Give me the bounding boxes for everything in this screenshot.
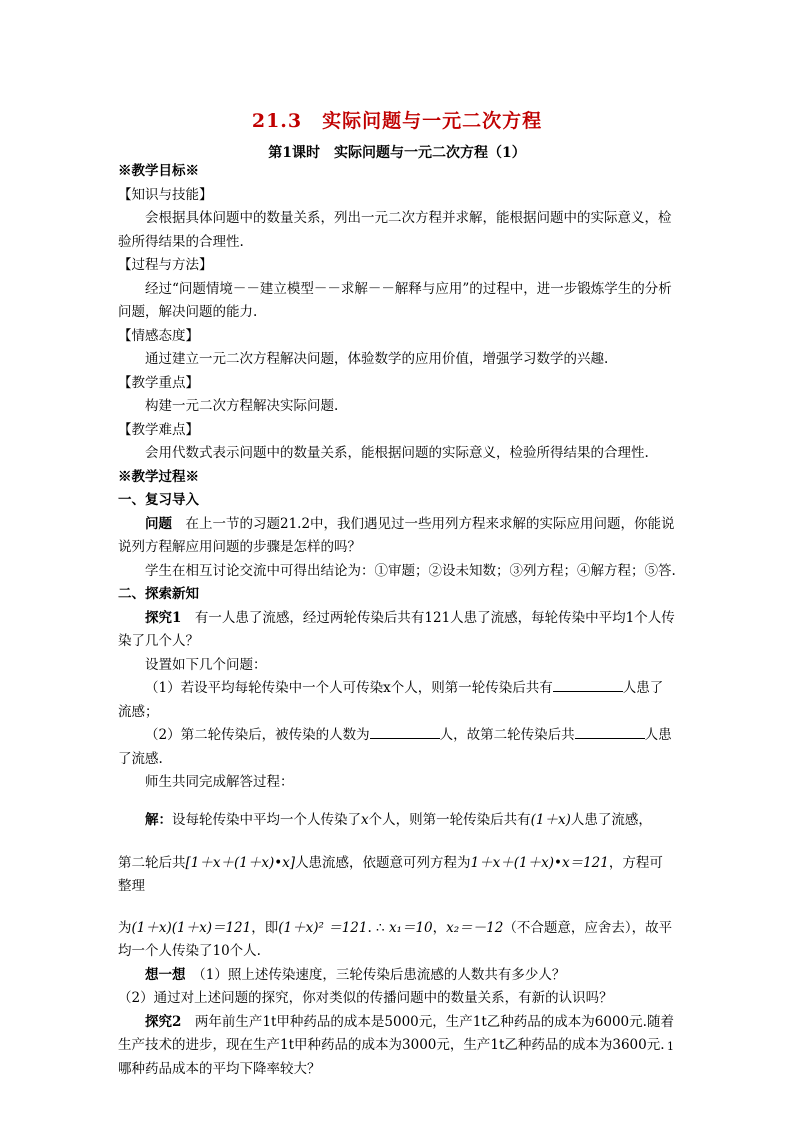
difficulty-text: 会用代数式表示问题中的数量关系，能根据问题的实际意义，检验所得结果的合理性.: [145, 445, 649, 461]
question-2: [118, 724, 676, 771]
line3-b: ，即: [251, 919, 279, 936]
knowledge-text: 会根据具体问题中的数量关系，列出一元二次方程并求解，能根据问题中的实际意义，检验所得结果的合理性.: [118, 210, 672, 250]
review-header: 一、复习导入: [118, 492, 199, 508]
page-title: 21.3 实际问题与一元二次方程: [251, 110, 543, 132]
explore-header: 二、探索新知: [118, 586, 199, 602]
question-label: 问题: [145, 515, 172, 532]
process-header: ※教学过程※: [118, 468, 199, 485]
lesson-subtitle: 第1课时 实际问题与一元二次方程（1）: [268, 145, 526, 161]
line3-x1: x₁＝10: [388, 919, 433, 936]
q1-tail: 人患了流感；: [118, 680, 664, 720]
line3-a: 为: [118, 919, 132, 936]
together-text: 师生共同完成解答过程：: [145, 774, 294, 790]
solution-label: 解：: [145, 811, 172, 828]
think-label: 想一想: [145, 966, 186, 983]
line2-a: 第二轮后共: [118, 854, 186, 871]
line2-c: ，方程可整理: [118, 854, 663, 894]
solution-line-2: [118, 852, 676, 899]
solution-x: x: [361, 811, 369, 828]
setup-text: 设置如下几个问题：: [145, 656, 267, 673]
line3-sep: ，: [432, 919, 447, 936]
q1-text: （1）若设平均每轮传染中一个人可传染x个人，则第一轮传染后共有: [145, 680, 553, 696]
solution-line-3: [118, 917, 676, 964]
think-q1: （1）照上述传染速度，三轮传染后患流感的人数共有多少人？: [199, 966, 566, 983]
goals-header: ※教学目标※: [118, 163, 199, 179]
line3-eq2: (1＋x)² ＝121: [278, 919, 368, 936]
solution-c: 人患了流感，: [570, 811, 652, 828]
think-paragraph: [118, 964, 676, 988]
explore2-paragraph: [118, 1011, 676, 1082]
process-text: 经过“问题情境－－建立模型－－求解－－解释与应用”的过程中，进一步锻炼学生的分析问题，解决问题的能力.: [118, 280, 672, 320]
line2-expr: [1＋x＋(1＋x)•x]: [185, 854, 296, 871]
line3-d: （不合题意，应舍去），故平均一个人传染了10个人.: [118, 919, 673, 959]
line3-c: . ∴: [367, 919, 389, 936]
line2-eq: 1＋x＋(1＋x)•x＝121: [470, 854, 609, 871]
q2-text: （2）第二轮传染后，被传染的人数为: [145, 727, 370, 743]
think-q2: （2）通过对上述问题的探究，你对类似的传播问题中的数量关系，有新的认识吗？: [118, 990, 613, 1006]
line2-b: 人患流感，依题意可列方程为: [295, 854, 471, 871]
difficulty-label: 【教学难点】: [118, 421, 199, 438]
question-text: 在上一节的习题21.2中，我们遇见过一些用列方程来求解的实际应用问题，你能说说列方程解应用问题的步骤是怎样的吗？: [118, 515, 675, 555]
q2-tail: 人患了流感.: [118, 727, 672, 767]
line3-eq1: (1＋x)(1＋x)＝121: [131, 919, 252, 936]
question-paragraph: [118, 513, 676, 560]
answer-blank-2[interactable]: [370, 724, 440, 739]
explore2-text: 两年前生产1t甲种药品的成本是5000元，生产1t乙种药品的成本为6000元.随着生产技术的进步，现在生产1t甲种药品的成本为3000元，生产1t乙种药品的成本为3600元.哪种药品成本的平均下降率较大？: [118, 1013, 674, 1077]
explore1-text: 有一人患了流感，经过两轮传染后共有121人患了流感，每轮传染中平均1个人传染了几个人？: [118, 609, 675, 649]
attitude-label: 【情感态度】: [118, 327, 199, 344]
page-number: 1: [667, 1040, 674, 1053]
solution-expr1: (1＋x): [530, 811, 571, 828]
discuss-text: 学生在相互讨论交流中可得出结论为：①审题；②设未知数；③列方程；④解方程；⑤答.: [145, 562, 676, 579]
solution-b: 个人，则第一轮传染后共有: [368, 811, 531, 828]
knowledge-label: 【知识与技能】: [118, 186, 213, 203]
key-label: 【教学重点】: [118, 374, 199, 391]
q2-mid: 人，故第二轮传染后共: [439, 727, 575, 743]
lesson-content: [118, 160, 676, 1081]
attitude-text: 通过建立一元二次方程解决问题，体验数学的应用价值，增强学习数学的兴趣.: [145, 351, 609, 367]
explore1-label: 探究1: [145, 609, 182, 626]
explore2-label: 探究2: [145, 1013, 182, 1030]
line3-x2: x₂＝－12: [446, 919, 504, 936]
answer-blank-3[interactable]: [575, 724, 645, 739]
answer-blank-1[interactable]: [553, 677, 623, 692]
key-text: 构建一元二次方程解决实际问题.: [145, 398, 339, 414]
explore1-paragraph: [118, 607, 676, 654]
solution-a: 设每轮传染中平均一个人传染了: [172, 811, 361, 828]
question-1: [118, 677, 676, 724]
process-label: 【过程与方法】: [118, 257, 213, 273]
solution-line-1: [118, 807, 676, 834]
